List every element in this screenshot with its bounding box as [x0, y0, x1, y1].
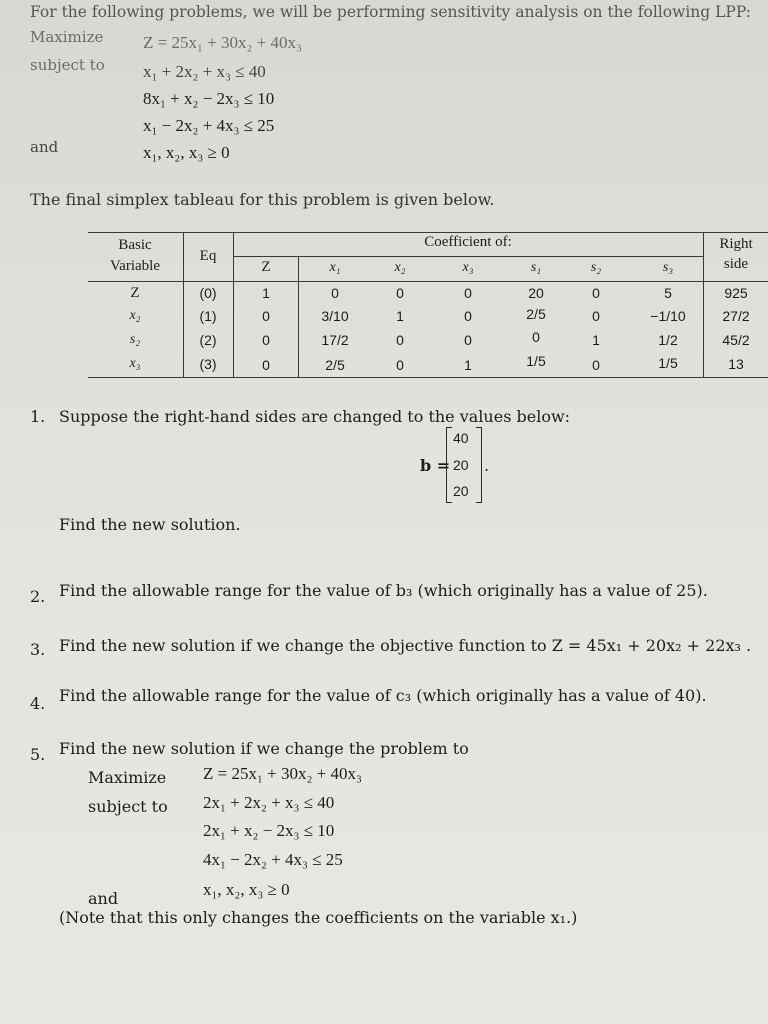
row1-x2: 1	[396, 308, 404, 324]
q5-objective: Z = 25x₁ + 30x₂ + 40x₃	[203, 764, 362, 783]
row1-x3: 0	[464, 308, 472, 324]
q3-text: Find the new solution if we change the objective function to Z = 45x₁ + 20x₂ + 22x₃ .	[59, 636, 752, 655]
row0-eq: (0)	[199, 285, 217, 301]
row2-s3: 1/2	[658, 332, 678, 348]
row1-z: 0	[262, 308, 270, 324]
row0-basic: Z	[130, 285, 140, 301]
q4-number: 4.	[30, 694, 46, 713]
b-value-1: 40	[453, 430, 469, 446]
subject-to-label: subject to	[30, 56, 105, 74]
b-right-bracket	[476, 427, 482, 503]
row3-x1: 2/5	[325, 357, 345, 373]
row2-rhs: 45/2	[722, 332, 750, 348]
row0-x1: 0	[331, 285, 339, 301]
q1-text: Suppose the right-hand sides are changed to the values below:	[59, 407, 571, 426]
b-vector-period: .	[484, 456, 490, 475]
row3-basic: x₃	[129, 356, 141, 371]
row0-z: 1	[262, 285, 270, 301]
q5-constraint-1: 2x₁ + 2x₂ + x₃ ≤ 40	[203, 793, 335, 812]
col-header-s2: s₂	[590, 260, 602, 275]
row1-s2: 0	[592, 308, 600, 324]
q5-and-label: and	[88, 889, 119, 908]
q5-number: 5.	[30, 745, 46, 764]
nonnegativity: x₁, x₂, x₃ ≥ 0	[143, 143, 230, 162]
row0-x2: 0	[396, 285, 404, 301]
col-header-x2: x₂	[394, 260, 406, 275]
tableau-intro: The final simplex tableau for this problem is given below.	[30, 190, 495, 209]
row0-s1: 20	[528, 285, 544, 301]
q1-number: 1.	[30, 407, 46, 426]
row2-eq: (2)	[199, 332, 217, 348]
row1-eq: (1)	[199, 308, 217, 324]
q5-nonnegativity: x₁, x₂, x₃ ≥ 0	[203, 880, 290, 899]
row1-rhs: 27/2	[722, 308, 750, 324]
row3-x2: 0	[396, 357, 404, 373]
row0-s2: 0	[592, 285, 600, 301]
row2-s2: 1	[592, 332, 600, 348]
b-value-2: 20	[453, 457, 469, 473]
row1-x1: 3/10	[321, 308, 349, 324]
row1-s3: −1/10	[650, 308, 686, 324]
row1-basic: x₂	[129, 308, 141, 323]
constraint-1: x₁ + 2x₂ + x₃ ≤ 40	[143, 62, 266, 81]
row0-x3: 0	[464, 285, 472, 301]
basic-header: Basic	[118, 237, 152, 253]
row2-z: 0	[262, 332, 270, 348]
eq-header: Eq	[199, 248, 217, 264]
rhs-header-bottom: side	[723, 256, 749, 272]
col-header-z: Z	[261, 259, 271, 275]
row2-x3: 0	[464, 332, 472, 348]
row0-rhs: 925	[724, 285, 748, 301]
q5-constraint-3: 4x₁ − 2x₂ + 4x₃ ≤ 25	[203, 850, 343, 869]
rhs-header-top: Right	[719, 236, 753, 252]
objective-function: Z = 25x₁ + 30x₂ + 40x₃	[143, 33, 302, 52]
and-label: and	[30, 138, 59, 156]
col-header-s1: s₁	[530, 260, 542, 275]
variable-header: Variable	[110, 258, 160, 274]
row3-x3: 1	[464, 357, 472, 373]
col-header-x3: x₃	[462, 260, 474, 275]
simplex-tableau	[88, 232, 768, 380]
q5-subject-to: subject to	[88, 797, 168, 816]
row1-s1: 2/5	[526, 306, 546, 322]
q2-text: Find the allowable range for the value of b₃ (which originally has a value of 25).	[59, 581, 708, 600]
q5-text: Find the new solution if we change the problem to	[59, 739, 469, 758]
row3-s2: 0	[592, 357, 600, 373]
b-left-bracket	[446, 427, 452, 503]
row2-x2: 0	[396, 332, 404, 348]
maximize-label: Maximize	[30, 28, 104, 46]
q3-number: 3.	[30, 640, 46, 659]
row2-basic: s₂	[129, 332, 141, 347]
b-vector-label: b =	[420, 456, 451, 475]
q1-find: Find the new solution.	[59, 515, 241, 534]
row3-s3: 1/5	[658, 355, 678, 371]
q2-number: 2.	[30, 587, 46, 606]
coefficient-header: Coefficient of:	[424, 234, 512, 250]
row2-x1: 17/2	[321, 332, 349, 348]
constraint-3: x₁ − 2x₂ + 4x₃ ≤ 25	[143, 116, 275, 135]
row3-rhs: 13	[728, 356, 744, 372]
b-value-3: 20	[453, 483, 469, 499]
row0-s3: 5	[664, 285, 672, 301]
col-header-x1: x₁	[329, 260, 341, 275]
q5-note: (Note that this only changes the coefficients on the variable x₁.)	[59, 908, 578, 927]
q5-constraint-2: 2x₁ + x₂ − 2x₃ ≤ 10	[203, 821, 335, 840]
row3-eq: (3)	[199, 356, 217, 372]
q5-maximize-label: Maximize	[88, 768, 167, 787]
q4-text: Find the allowable range for the value of c₃ (which originally has a value of 40).	[59, 686, 707, 705]
constraint-2: 8x₁ + x₂ − 2x₃ ≤ 10	[143, 89, 275, 108]
intro-text: For the following problems, we will be performing sensitivity analysis on the following LPP:	[30, 3, 751, 21]
col-header-s3: s₃	[662, 260, 674, 275]
row2-s1: 0	[532, 329, 540, 345]
row3-z: 0	[262, 357, 270, 373]
row3-s1: 1/5	[526, 353, 546, 369]
